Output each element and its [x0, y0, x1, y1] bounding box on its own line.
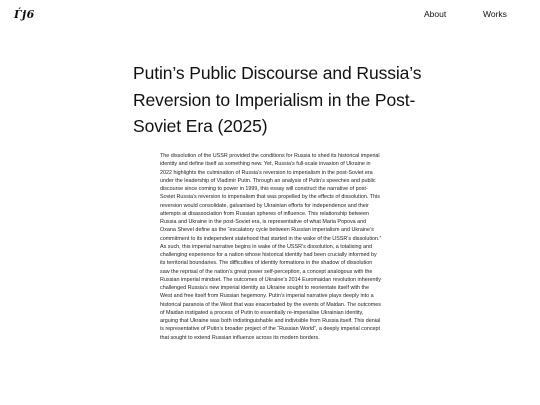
page-title: Putin’s Public Discourse and Russia’s Reversion to Imperialism in the Post-Soviet Era (2025)	[133, 63, 422, 136]
article-body: The dissolution of the USSR provided the conditions for Russia to shed its historical imperial identity and define itself as something new. Yet, Russia’s full-scale invasion of Ukraine in 2022 highlights the culmination of Russia’s reversion to imperialism in the post-Soviet era under the leadership of Vladimir Putin. Through an analysis of Putin’s speeches and public discourse since coming to power in 1999, this essay will construct the narrative of post-Soviet Russia’s reversion to imperialism that was propelled by the effects of dissolution. This reversion would consolidate, galvanised by Ukrainian efforts for independence and their attempts at disassociation from Russian spheres of influence. This relationship between Russia and Ukraine in the post-Soviet era, is representative of what Maria Popova and Oxana Shevel define as the “escalatory cycle between Russian imperialism and Ukraine’s commitment to its independent statehood that started in the wake of the USSR’s dissolution.” As such, this imperial narrative begins in wake of the USSR’s dissolution, a totalising and challenging experience for a nation whose historical identity had been crucially informed by its territorial boundaries. The difficulties of identity formations in the shadow of dissolution saw the reprisal of the nation’s great power self-perception, a concept analogous with the Russian imperial mindset. The outcomes of Ukraine’s 2014 Euromaidan revolution inherently challenged Russia’s new imperial identity as Ukraine sought to reorientate itself with the West and free itself from Russian hegemony. Putin’s imperial narrative plays deeply into a historical paranoia of the West that was exacerbated by the events of Maidan. The outcomes of Maidan instigated a process of Putin to essentially re-imperialise Ukrainian identity, arguing that Ukraine was both indistinguishable and indivisible from Russia itself. This denial is representative of Putin’s broader project of the “Russian World”, a deeply imperial concept that sought to extend Russian influence across its modern borders.	[160, 153, 382, 341]
nav-link-works[interactable]: Works	[483, 9, 507, 19]
site-logo[interactable]: Ѓј6	[14, 8, 35, 21]
nav-link-about[interactable]: About	[424, 9, 447, 19]
site-header	[0, 0, 540, 30]
